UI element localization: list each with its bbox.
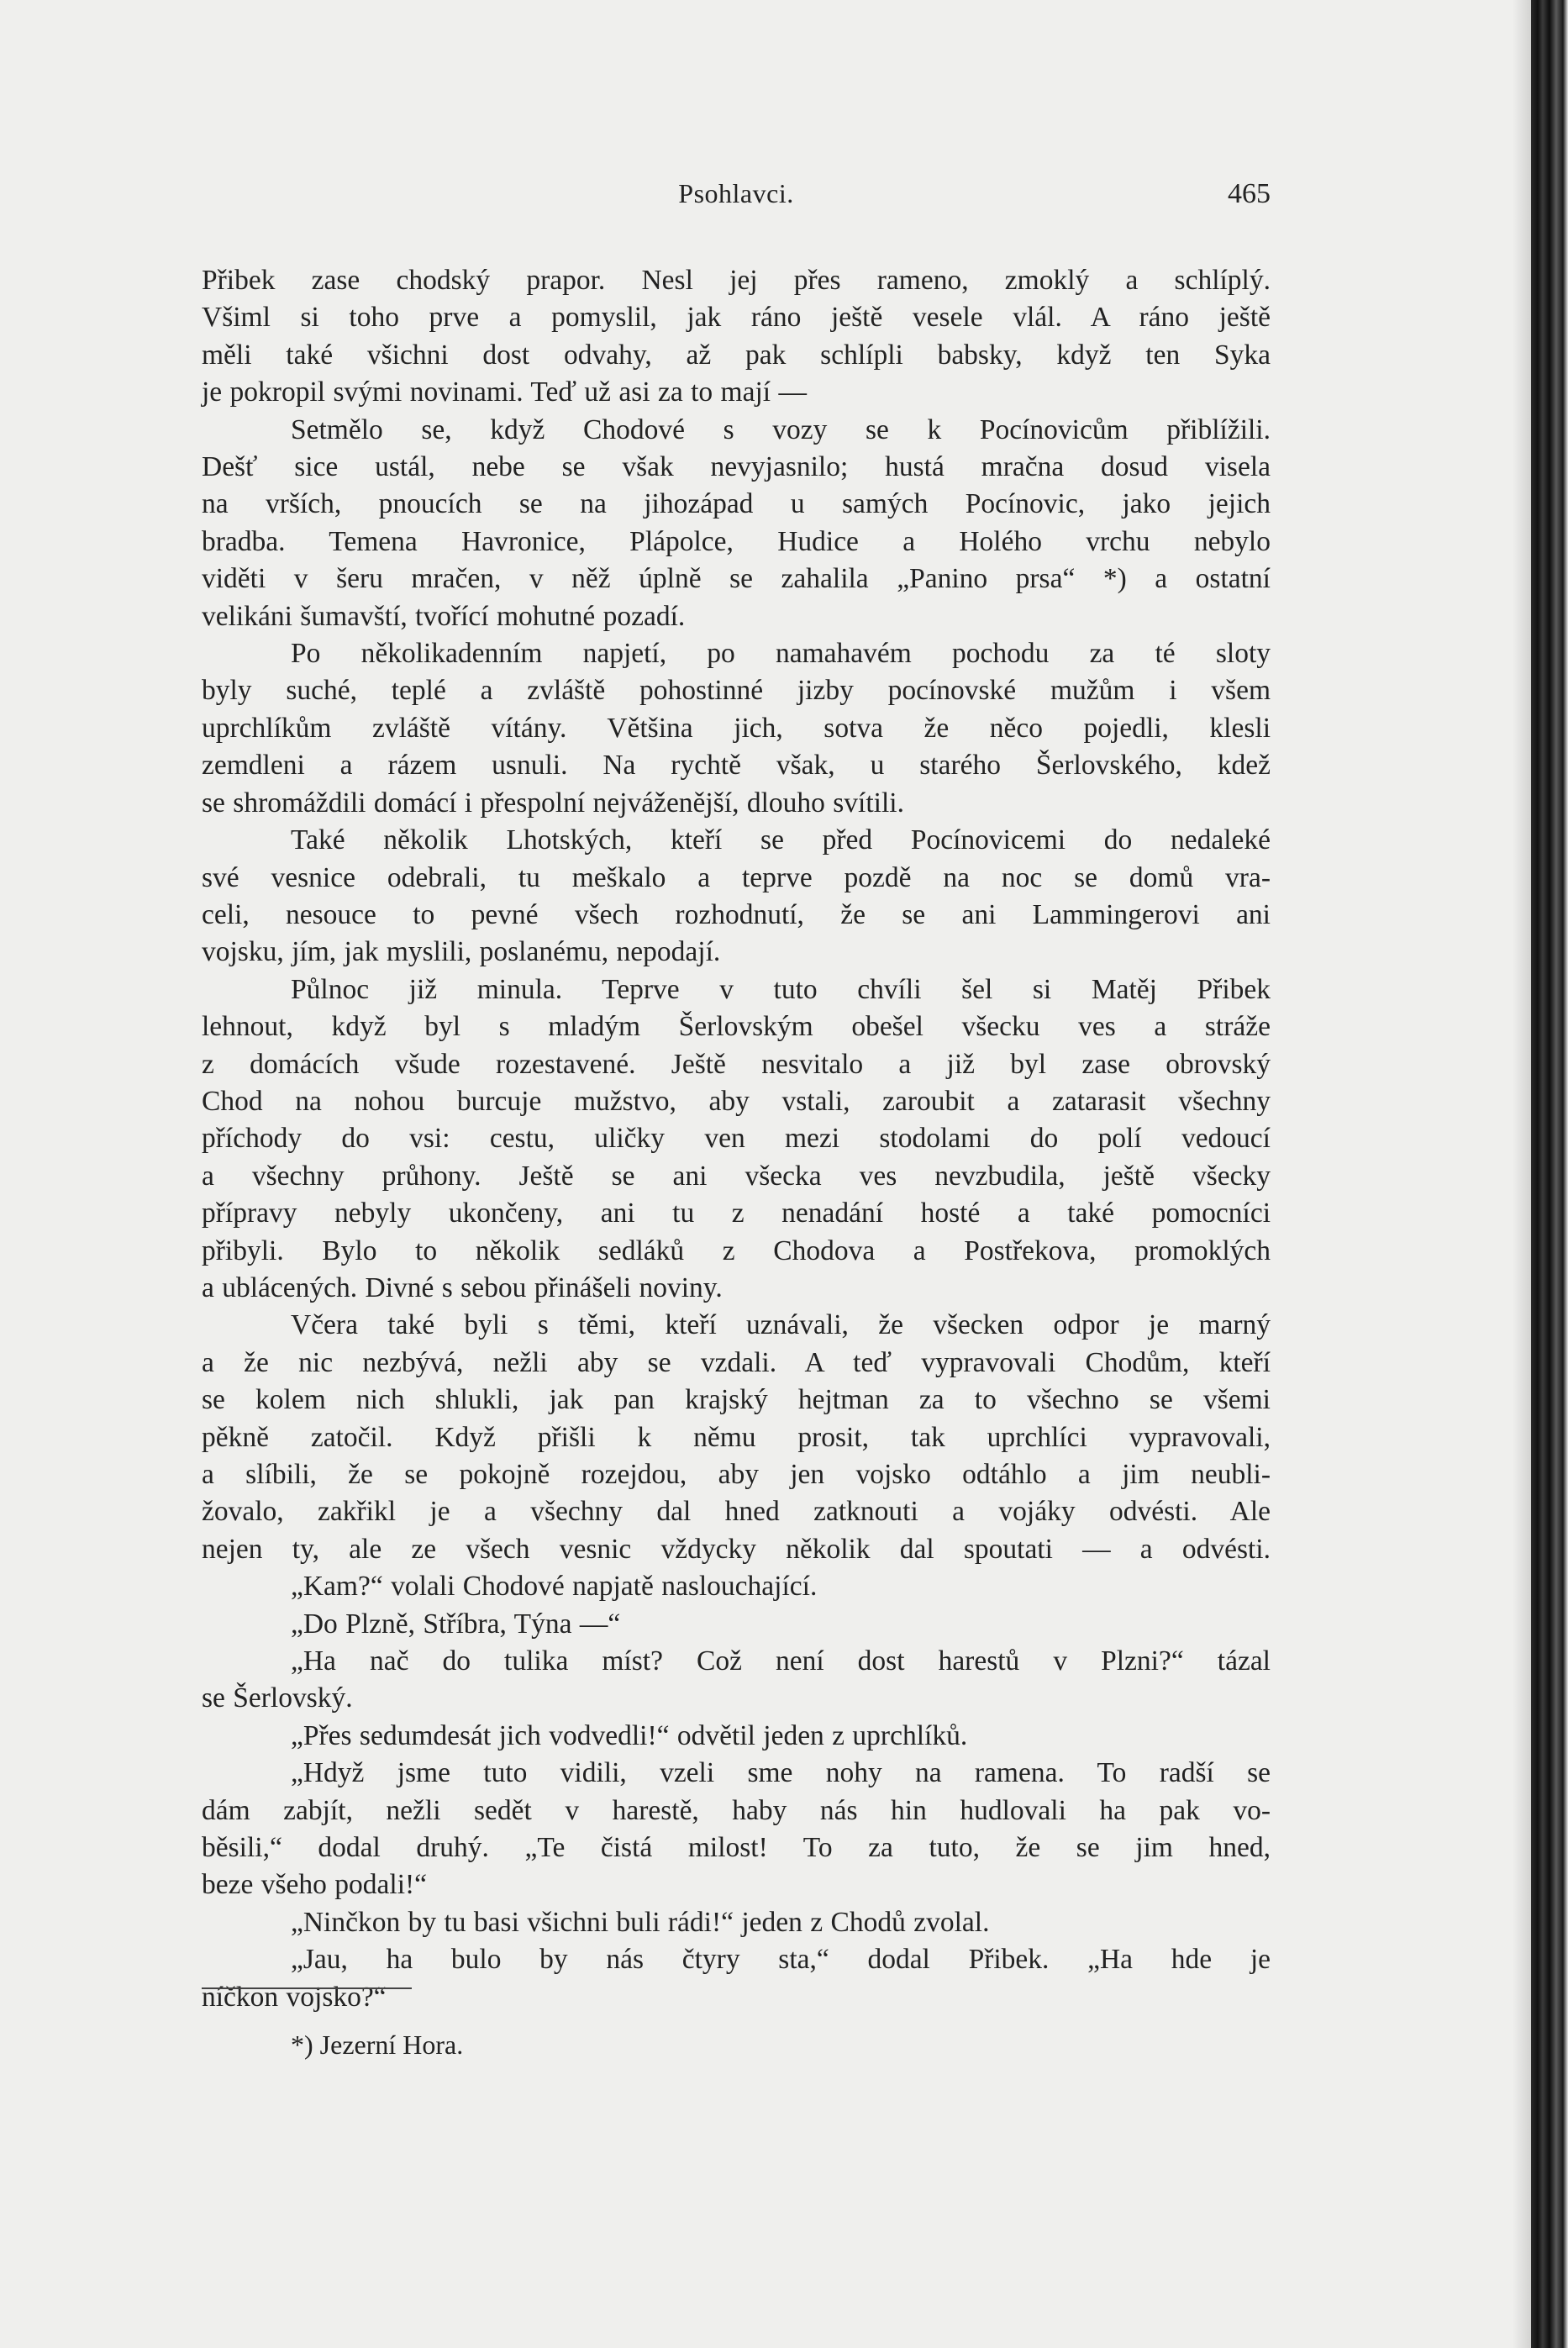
body-text [202,262,1271,2016]
text-line: níčkon vojsko?“ [202,1981,387,2013]
text-line: viděti v šeru mračen, v něž úplně se zahalila „Panino prsa“ *) a ostatní [202,563,1271,595]
text-line: Setmělo se, když Chodové s vozy se k Pocínovicům přiblížili. [291,413,1271,445]
text-line: vojsku, jím, jak myslili, poslanému, nepodají. [202,936,721,968]
text-line: „Ninčkon by tu basi všichni buli rádi!“ jeden z Chodů zvolal. [291,1906,990,1938]
text-line: lehnout, když byl s mladým Šerlovským obešel všecku ves a stráže [202,1011,1271,1043]
footnote-rule [202,1987,412,1989]
text-line: Také několik Lhotských, kteří se před Pocínovicemi do nedaleké [291,824,1271,856]
text-line: na vrších, pnoucích se na jihozápad u samých Pocínovic, jako jejich [202,488,1271,520]
running-title: Psohlavci. [678,178,794,208]
text-line: Po několikadenním napjetí, po namahavém pochodu za té sloty [291,638,1271,670]
text-line: přípravy nebyly ukončeny, ani tu z nenadání hosté a také pomocníci [202,1198,1271,1229]
text-line: dám zabjít, nežli sedět v harestě, haby nás hin hudlovali ha pak vo- [202,1794,1271,1826]
text-line: „Hdyž jsme tuto vidili, vzeli sme nohy na ramena. To radší se [291,1757,1271,1789]
page-header [202,178,1271,220]
text-line: měli také všichni dost odvahy, až pak schlípli babsky, když ten Syka [202,339,1271,371]
text-line: své vesnice odebrali, tu meškalo a teprve pozdě na noc se domů vra- [202,861,1271,893]
text-line: Dešť sice ustál, nebe se však nevyjasnilo; hustá mračna dosud visela [202,451,1271,483]
text-line: běsili,“ dodal druhý. „Te čistá milost! To za tuto, že se jim hned, [202,1832,1271,1864]
text-line: „Do Plzně, Stříbra, Týna —“ [291,1608,621,1640]
text-line: se shromáždili domácí i přespolní nejváženější, dlouho svítili. [202,787,904,819]
text-line: Půlnoc již minula. Teprve v tuto chvíli šel si Matěj Přibek [291,973,1271,1005]
text-line: je pokropil svými novinami. Teď už asi za to mají — [202,376,807,408]
text-line: celi, nesouce to pevné všech rozhodnutí, že se ani Lammingerovi ani [202,898,1271,930]
text-line: Chod na nohou burcuje mužstvo, aby vstali, zaroubit a zatarasit všechny [202,1085,1271,1117]
text-line: žovalo, zakřikl je a všechny dal hned zatknouti a vojáky odvésti. Ale [202,1496,1271,1528]
text-line: a že nic nezbývá, nežli aby se vzdali. A teď vypravovali Chodům, kteří [202,1346,1271,1378]
text-line: „Přes sedumdesát jich vodvedli!“ odvětil jeden z uprchlíků. [291,1719,968,1751]
text-line: nejen ty, ale ze všech vesnic vždycky několik dal spoutati — a odvésti. [202,1533,1271,1565]
text-line: a slíbili, že se pokojně rozejdou, aby jen vojsko odtáhlo a jim neubli- [202,1459,1271,1490]
text-line: zemdleni a rázem usnuli. Na rychtě však, u starého Šerlovského, kdež [202,750,1271,782]
text-line: Přibek zase chodský prapor. Nesl jej přes rameno, zmoklý a schlíplý. [202,265,1271,296]
text-line: a všechny průhony. Ještě se ani všecka ves nevzbudila, ještě všecky [202,1160,1271,1192]
text-line: uprchlíkům zvláště vítány. Většina jich, sotva že něco pojedli, klesli [202,712,1271,744]
text-line: z domácích všude rozestavené. Ještě nesvitalo a již byl zase obrovský [202,1048,1271,1080]
text-line: se kolem nich shlukli, jak pan krajský hejtman za to všechno se všemi [202,1384,1271,1416]
text-line: přibyli. Bylo to několik sedláků z Chodova a Postřekova, promoklých [202,1235,1271,1266]
text-line: pěkně zatočil. Když přišli k němu prosit, tak uprchlíci vypravovali, [202,1421,1271,1453]
book-binding [1531,0,1568,2348]
text-line: byly suché, teplé a zvláště pohostinné jizby pocínovské mužům i všem [202,675,1271,707]
text-line: Včera také byli s těmi, kteří uznávali, že všecken odpor je marný [291,1309,1271,1341]
text-line: „Kam?“ volali Chodové napjatě naslouchající. [291,1571,818,1603]
text-line: „Ha nač do tulika míst? Což není dost harestů v Plzni?“ tázal [291,1645,1271,1677]
text-line: Všiml si toho prve a pomyslil, jak ráno ještě vesele vlál. A ráno ještě [202,302,1271,334]
page-number: 465 [1228,178,1271,209]
text-line: „Jau, ha bulo by nás čtyry sta,“ dodal Přibek. „Ha hde je [291,1944,1271,1976]
text-line: příchody do vsi: cestu, uličky ven mezi stodolami do polí vedoucí [202,1123,1271,1155]
text-line: beze všeho podali!“ [202,1869,428,1901]
text-line: se Šerlovský. [202,1682,353,1714]
text-line: bradba. Temena Havronice, Plápolce, Hudice a Holého vrchu nebylo [202,525,1271,557]
text-line: a ublácených. Divné s sebou přinášeli noviny. [202,1271,723,1303]
text-line: velikáni šumavští, tvořící mohutné pozadí. [202,600,686,632]
page-edge-shadow [1513,0,1531,2348]
footnote: *) Jezerní Hora. [291,2029,464,2060]
